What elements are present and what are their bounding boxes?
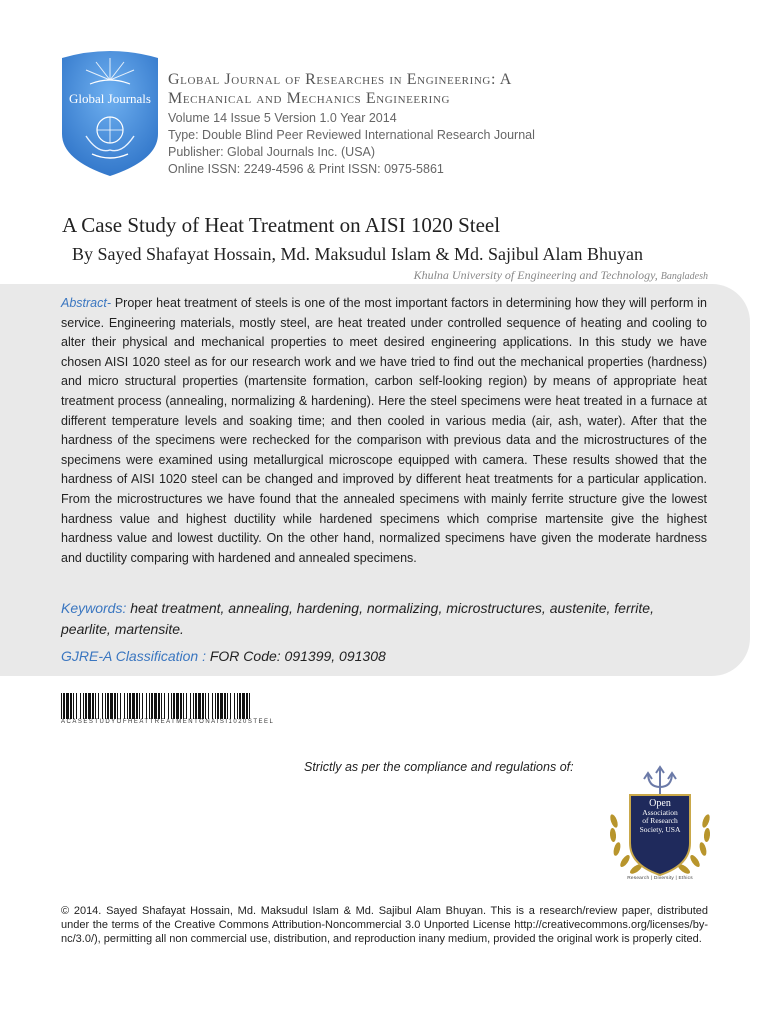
barcode-bar [230,693,231,719]
seal-line4: Society, USA [639,824,681,834]
barcode-bar [146,693,147,719]
barcode-bar [88,693,91,719]
seal-footer: Research | Diversity | Ethics [627,876,693,881]
barcode-icon [61,693,251,719]
seal-line2: Association [642,807,678,817]
barcode-bar [129,693,131,719]
paper-title: A Case Study of Heat Treatment on AISI 1020 Steel [62,213,501,237]
issn: Online ISSN: 2249-4596 & Print ISSN: 0975-5861 [168,162,444,176]
abstract-text: Proper heat treatment of steels is one of the most important factors in determining how they will perform in service. Engineering materials, mostly steel, are heat treated under controlled sequence of heating and cooling to alter their physical and mechanical properties to meet desired engineering applications. In this study we have chosen AISI 1020 steel as for our research work and we have tried to find out the mechanical properties (hardness) and micro structural properties (martensite formation, carbon self-looking region) by means of appropriate heat treatment process (annealing, normalizing & hardening). Here the steel specimens were heat treated in a furnace at different temperature levels and soaking time; and then cooled in various media (air, ash, water). After that the hardness of the specimens were rechecked for the comparison with previous data and the microstructures of the specimens were examined using metallurgical microscope equipped with camera. These results showed that the hardness of AISI 1020 steel can be changed and improved by different heat treatments for a particular application. From the microstructures we have found that the annealed specimens with mainly ferrite structure give the lowest hardness value and highest ductility while hardened specimens which comprise martensite give the highest hardness value and lowest ductility. On the other hand, normalized specimens have given the moderate hardness and ductility comparing with hardened and annealed specimens. [61,296,707,565]
barcode-bar [70,693,72,719]
barcode-bar [249,693,250,719]
barcode-bar [195,693,197,719]
barcode-bar [61,693,62,719]
barcode-bar [127,693,128,719]
barcode-bar [208,693,209,719]
barcode-bar [83,693,84,719]
barcode-bar [73,693,74,719]
barcode-bar [132,693,135,719]
keywords-label: Keywords: [61,600,127,616]
abstract [61,294,707,568]
barcode-text: ACASESTUDYOFHEATTREATMENTONAISI1020STEEL [61,719,275,725]
abstract-label: Abstract- [61,296,112,310]
barcode-bar [95,693,96,719]
barcode-bar [242,693,245,719]
journal-title [168,70,728,108]
barcode-bar [239,693,241,719]
barcode-bar [120,693,121,719]
barcode-bar [76,693,77,719]
barcode-bar [154,693,157,719]
barcode-bar [107,693,109,719]
seal-name [604,800,716,834]
barcode-bar [183,693,184,719]
barcode-bar [246,693,248,719]
publisher: Publisher: Global Journals Inc. (USA) [168,145,376,159]
affiliation-university: Khulna University of Engineering and Technology, [413,268,658,282]
logo-text: Global Journals [69,91,151,106]
barcode-bar [142,693,143,719]
barcode-bar [180,693,182,719]
barcode-bar [237,693,238,719]
journal-meta [168,110,535,178]
barcode-bar [176,693,179,719]
volume-info: Volume 14 Issue 5 Version 1.0 Year 2014 [168,111,397,125]
barcode-bar [105,693,106,719]
journal-type: Type: Double Blind Peer Reviewed International Research Journal [168,128,535,142]
barcode-bar [224,693,226,719]
logo-shield-icon [62,50,158,176]
barcode-bar [98,693,99,719]
barcode-bar [117,693,118,719]
paper-authors: By Sayed Shafayat Hossain, Md. Maksudul Islam & Md. Sajibul Alam Bhuyan [72,244,643,264]
barcode-bar [139,693,140,719]
barcode-bar [215,693,216,719]
copyright-footer: © 2014. Sayed Shafayat Hossain, Md. Maksudul Islam & Md. Sajibul Alam Bhuyan. This is a research/review paper, distributed under the terms of the Creative Commons Attribution-Noncommercial 3.0 Unported License http://creativecommons.org/licenses/by-nc/3.0/), permitting all non commercial use, distribution, and reproduction inany medium, provided the original work is properly cited. [61,905,708,945]
barcode-bar [136,693,138,719]
barcode-bar [124,693,125,719]
compliance-note: Strictly as per the compliance and regulations of: [304,760,574,774]
barcode-bar [173,693,175,719]
barcode-bar [164,693,165,719]
barcode-bar [217,693,219,719]
journal-title-line1: Global Journal of Researches in Engineering: A [168,71,512,88]
barcode-bar [171,693,172,719]
barcode-bar [149,693,150,719]
barcode-bar [158,693,160,719]
barcode-bar [80,693,81,719]
classification-text: FOR Code: 091399, 091308 [209,648,386,664]
classification [61,648,386,664]
classification-label: GJRE-A Classification : [61,648,206,664]
barcode-bar [92,693,94,719]
barcode-bar [85,693,87,719]
barcode-bar [212,693,213,719]
keywords [61,598,707,640]
journal-title-line2: Mechanical and Mechanics Engineering [168,90,451,107]
barcode-bar [190,693,191,719]
barcode-bar [193,693,194,719]
barcode-bar [220,693,223,719]
barcode-bar [168,693,169,719]
barcode-bar [202,693,204,719]
barcode-bar [234,693,235,719]
keywords-text: heat treatment, annealing, hardening, normalizing, microstructures, austenite, ferrite, pearlite, martensite. [61,600,654,637]
barcode-bar [205,693,206,719]
barcode-bar [151,693,153,719]
seal-line3: of Research [642,816,678,825]
barcode-bar [102,693,103,719]
barcode-bar [66,693,69,719]
barcode-bar [114,693,116,719]
affiliation-country: Bangladesh [660,271,708,282]
barcode-bar [198,693,201,719]
seal-line1: Open [649,798,671,809]
barcode-bar [110,693,113,719]
barcode-bar [186,693,187,719]
affiliation [414,268,708,283]
barcode-bar [63,693,65,719]
global-journals-logo [62,50,158,176]
barcode-bar [227,693,228,719]
barcode-bar [161,693,162,719]
